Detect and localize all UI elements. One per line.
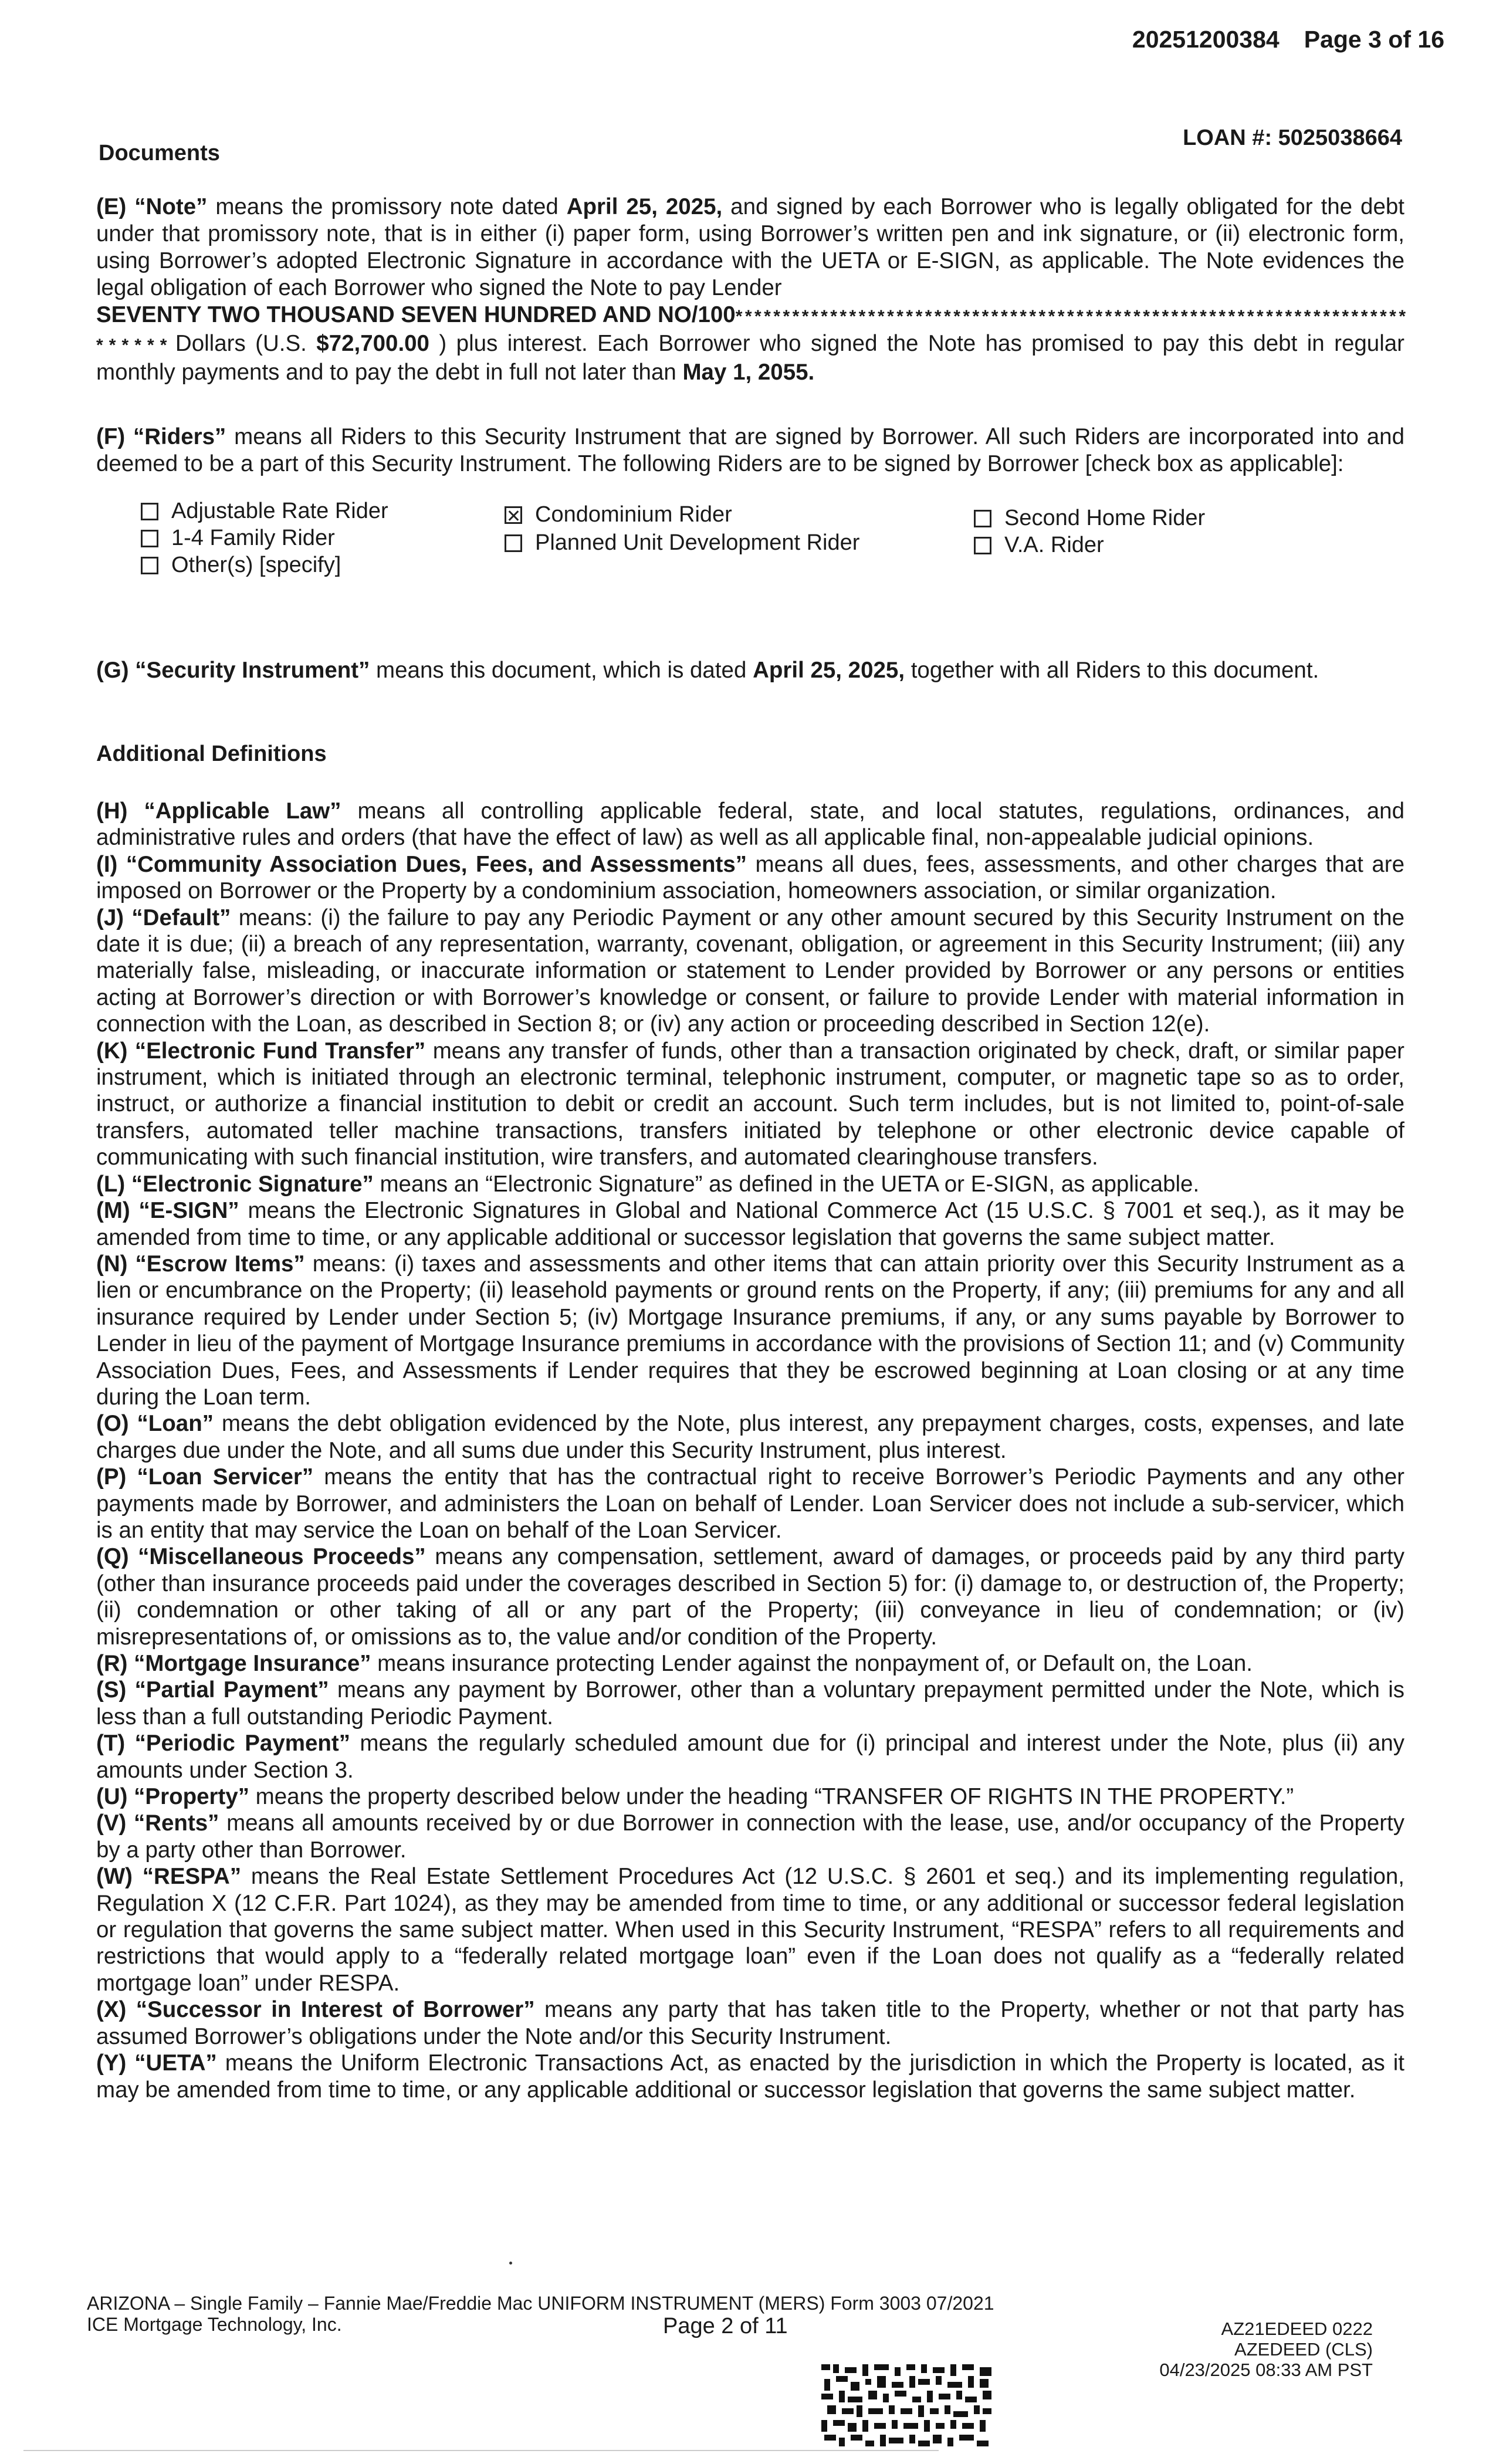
rider-option[interactable]: 1-4 Family Rider (141, 526, 335, 551)
defined-term: “Miscellaneous Proceeds” (138, 1544, 426, 1570)
definition-note: (E) “Note” means the promissory note dated April 25, 2025, and signed by each Borrower who is legally obligated for the debt under that promissory note, that is in either (i) paper form, using Borrower’s written pen and ink signature, or (ii) electronic form, using Borrower’s adopted Electronic Signature in accordance with the UETA or E-SIGN, as applicable. The Note evidences the legal obligation of each Borrower who signed the Note to pay Lender SEVENTY TWO THOUSAND SEVEN HUNDRED AND NO/100* * * * * * * * * * * * * * * * * * * * * * * * * * * * * * * * * * * * * * * * * * * * * * * * * * * * * * * * * * * * * * * * * * * * * * * * * * * * * Dollars (U.S. $72,700.00 ) plus interest. Each Borrower who signed the Note has promised to pay this debt in regular monthly payments and to pay the debt in full not later than May 1, 2055. (96, 194, 1404, 385)
note-date: April 25, 2025, (566, 194, 723, 219)
rider-option[interactable]: Condominium Rider (505, 502, 732, 527)
defined-term: “Community Association Dues, Fees, and Assessments” (126, 851, 747, 877)
definition-item: (L) “Electronic Signature” means an “Electronic Signature” as defined in the UETA or E-SIGN, as applicable. (96, 1171, 1200, 1197)
page-header (1132, 26, 1444, 53)
barcode-icon (821, 2364, 991, 2452)
defined-term: “Riders” (133, 424, 226, 449)
form-footer (87, 2293, 994, 2335)
checkbox[interactable] (141, 503, 158, 520)
stray-mark (509, 2262, 512, 2265)
form-codes: AZ21EDEED 0222 AZEDEED (CLS) 04/23/2025 08:33 AM PST (1159, 2319, 1373, 2380)
loan-number: LOAN #: 5025038664 (1183, 126, 1402, 150)
defined-term: “Note” (134, 194, 208, 219)
section-heading-additional-definitions: Additional Definitions (96, 742, 327, 766)
defined-term: “Electronic Signature” (131, 1171, 374, 1197)
form-identifier: ARIZONA – Single Family – Fannie Mae/Freddie Mac UNIFORM INSTRUMENT (MERS) Form 3003 07/2021 (87, 2293, 994, 2314)
definition-item: (U) “Property” means the property described below under the heading “TRANSFER OF RIGHTS IN THE PROPERTY.” (96, 1784, 1294, 1810)
definition-item: (X) “Successor in Interest of Borrower” means any party that has taken title to the Property, whether or not that party has assumed Borrower’s obligations under the Note and/or this Security Instrument. (96, 1997, 1404, 2049)
definition-item: (R) “Mortgage Insurance” means insurance protecting Lender against the nonpayment of, or Default on, the Loan. (96, 1651, 1253, 1676)
definition-item: (N) “Escrow Items” means: (i) taxes and assessments and other items that can attain priority over this Security Instrument as a lien or encumbrance on the Property; (ii) leasehold payments or ground rents on the Property, if any; (iii) premiums for any and all insurance required by Lender under Section 5; (iv) Mortgage Insurance premiums, if any, or any sums payable by Borrower to Lender in lieu of the payment of Mortgage Insurance premiums in accordance with the provisions of Section 11; and (v) Community Association Dues, Fees, and Assessments if Lender requires that they be escrowed beginning at Loan closing or at any time during the Loan term. (96, 1251, 1404, 1410)
rider-option[interactable]: V.A. Rider (974, 533, 1104, 558)
loan-amount: $72,700.00 (316, 331, 429, 356)
defined-term: “Loan” (137, 1411, 214, 1437)
definition-item: (Q) “Miscellaneous Proceeds” means any compensation, settlement, award of damages, or proceeds paid by any third party (other than insurance proceeds paid under the coverages described in Section 5) for: (i) damage to, or destruction of, the Property; (ii) condemnation or other taking of all or any part of the Property; (iii) conveyance in lieu of condemnation; or (iv) misrepresentations of, or omissions as to, the value and/or condition of the Property. (96, 1544, 1404, 1650)
defined-term: “Partial Payment” (134, 1677, 329, 1703)
item-label: (E) (96, 194, 127, 219)
definition-item: (O) “Loan” means the debt obligation evidenced by the Note, plus interest, any prepayment charges, costs, expenses, and late charges due under the Note, and all sums due under this Security Instrument, plus interest. (96, 1411, 1404, 1463)
defined-term: “E-SIGN” (138, 1198, 239, 1224)
riders-checkbox-list (141, 499, 1314, 587)
definition-item: (M) “E-SIGN” means the Electronic Signatures in Global and National Commerce Act (15 U.S.C. § 7001 et seq.), as it may be amended from time to time, or any applicable additional or successor legislation that governs the same subject matter. (96, 1198, 1405, 1250)
defined-term: “Default” (131, 905, 231, 930)
defined-term: “Property” (134, 1784, 249, 1810)
checkbox[interactable] (974, 537, 991, 554)
rider-option[interactable]: Planned Unit Development Rider (505, 530, 859, 556)
definition-security-instrument: (G) “Security Instrument” means this document, which is dated April 25, 2025, together with all Riders to this document. (96, 658, 1319, 683)
page-indicator: Page 3 of 16 (1304, 26, 1444, 53)
section-heading-documents: Documents (99, 141, 220, 165)
defined-term: “Electronic Fund Transfer” (134, 1038, 426, 1064)
checkbox-checked[interactable] (505, 506, 522, 524)
form-page-number: Page 2 of 11 (663, 2314, 788, 2338)
document-number: 20251200384 (1132, 26, 1280, 53)
definition-item: (W) “RESPA” means the Real Estate Settlement Procedures Act (12 U.S.C. § 2601 et seq.) and its implementing regulation, Regulation X (12 C.F.R. Part 1024), as they may be amended from time to time, or any additional or successor federal legislation or regulation that governs the same subject matter. When used in this Security Instrument, “RESPA” refers to all requirements and restrictions that would apply to a “federally related mortgage loan” even if the Loan does not qualify as a “federally related mortgage loan” under RESPA. (96, 1864, 1404, 1996)
rider-option[interactable]: Second Home Rider (974, 506, 1205, 531)
definition-item: (J) “Default” means: (i) the failure to pay any Periodic Payment or any other amount secured by this Security Instrument on the date it is due; (ii) a breach of any representation, warranty, covenant, obligation, or agreement in this Security Instrument; (iii) any materially false, misleading, or inaccurate information or statement to Lender provided by Borrower or any persons or entities acting at Borrower’s direction or with Borrower’s knowledge or consent, or failure to provide Lender with material information in connection with the Loan, as described in Section 8; or (iv) any action or proceeding described in Section 12(e). (96, 905, 1404, 1037)
definition-item: (I) “Community Association Dues, Fees, and Assessments” means all dues, fees, assessments, and other charges that are imposed on Borrower or the Property by a condominium association, homeowners association, or similar organization. (96, 851, 1404, 904)
definition-riders: (F) “Riders” means all Riders to this Security Instrument that are signed by Borrower. All such Riders are incorporated into and deemed to be a part of this Security Instrument. The following Riders are to be signed by Borrower [check box as applicable]: (96, 424, 1404, 476)
vendor-name: ICE Mortgage Technology, Inc. (87, 2314, 342, 2335)
item-label: (G) (96, 658, 129, 683)
defined-term: “Loan Servicer” (137, 1464, 314, 1490)
maturity-date: May 1, 2055. (682, 360, 815, 385)
scan-artifact-line (23, 2450, 939, 2451)
defined-term: “Successor in Interest of Borrower” (136, 1997, 535, 2023)
defined-term: “RESPA” (142, 1864, 242, 1890)
defined-term: “Security Instrument” (135, 658, 370, 683)
defined-term: “Mortgage Insurance” (134, 1651, 371, 1676)
defined-term: “UETA” (134, 2050, 217, 2076)
amount-words: SEVENTY TWO THOUSAND SEVEN HUNDRED AND NO/100 (96, 302, 736, 327)
item-label: (F) (96, 424, 126, 449)
defined-term: “Rents” (133, 1810, 219, 1836)
checkbox[interactable] (974, 510, 991, 527)
definition-item: (H) “Applicable Law” means all controlling applicable federal, state, and local statutes, regulations, ordinances, and administrative rules and orders (that have the effect of law) as well as all applicable final, non-appealable judicial opinions. (96, 798, 1404, 851)
definitions-list (96, 798, 1404, 2103)
defined-term: “Escrow Items” (135, 1251, 305, 1277)
definition-item: (K) “Electronic Fund Transfer” means any transfer of funds, other than a transaction originated by check, draft, or similar paper instrument, which is initiated through an electronic terminal, telephonic instrument, computer, or magnetic tape so as to order, instruct, or authorize a financial institution to debit or credit an account. Such term includes, but is not limited to, point-of-sale transfers, automated teller machine transactions, transfers initiated by telephone or other electronic device capable of communicating with such financial institution, wire transfers, and automated clearinghouse transfers. (96, 1038, 1404, 1170)
rider-option[interactable]: Adjustable Rate Rider (141, 499, 388, 524)
checkbox[interactable] (141, 557, 158, 574)
definition-item: (T) “Periodic Payment” means the regularly scheduled amount due for (i) principal and interest under the Note, plus (ii) any amounts under Section 3. (96, 1731, 1404, 1783)
defined-term: “Periodic Payment” (134, 1731, 350, 1756)
defined-term: “Applicable Law” (144, 798, 341, 824)
checkbox[interactable] (505, 534, 522, 552)
security-date: April 25, 2025, (753, 658, 905, 683)
definition-item: (V) “Rents” means all amounts received by or due Borrower in connection with the lease, use, and/or occupancy of the Property by a party other than Borrower. (96, 1810, 1405, 1863)
definition-item: (Y) “UETA” means the Uniform Electronic Transactions Act, as enacted by the jurisdiction in which the Property is located, as it may be amended from time to time, or any applicable additional or successor legislation that governs the same subject matter. (96, 2050, 1405, 2103)
definition-item: (S) “Partial Payment” means any payment by Borrower, other than a voluntary prepayment permitted under the Note, which is less than a full outstanding Periodic Payment. (96, 1677, 1404, 1729)
checkbox[interactable] (141, 530, 158, 547)
asterisk-fill: * * * * * * * * * * * * * * * * * * * * * * * * * * * * * * * * * * * * * * * * * * * * * * * * * * * * * * * * * * * * * * * * * * * * * * * * * * * * * (96, 307, 1404, 355)
rider-option[interactable]: Other(s) [specify] (141, 553, 341, 578)
definition-item: (P) “Loan Servicer” means the entity that has the contractual right to receive Borrower’s Periodic Payments and any other payments made by Borrower, and administers the Loan on behalf of Lender. Loan Servicer does not include a sub-servicer, which is an entity that may service the Loan on behalf of the Loan Servicer. (96, 1464, 1404, 1543)
